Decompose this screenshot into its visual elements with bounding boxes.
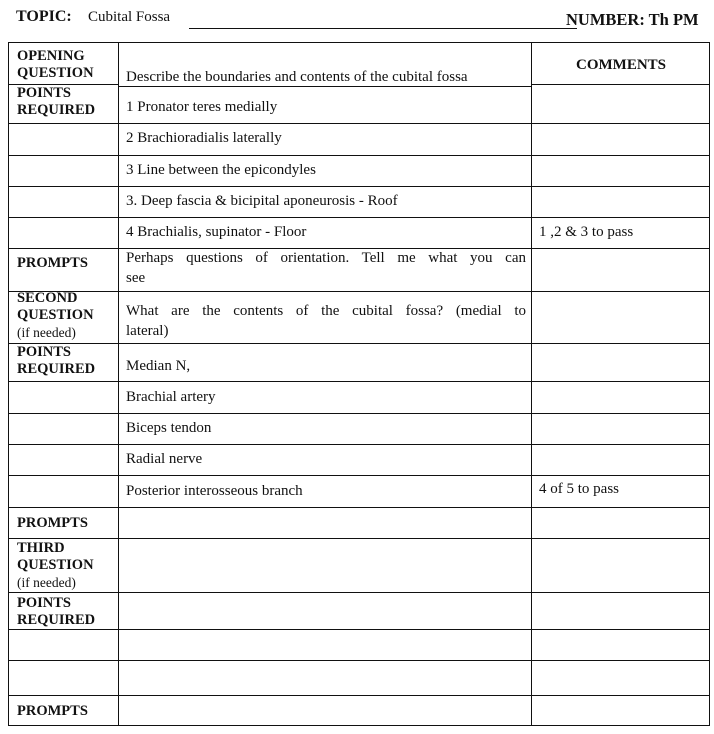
point-item: Brachial artery — [126, 389, 216, 405]
exam-question-table — [8, 42, 710, 726]
second-question-label — [17, 290, 94, 341]
row-divider — [9, 444, 709, 445]
prompts-label: PROMPTS — [17, 255, 88, 271]
opening-question-label — [17, 48, 94, 82]
prompts-text-line: see — [126, 270, 146, 286]
third-question-label — [17, 540, 94, 591]
row-divider — [9, 381, 709, 382]
row-divider — [9, 291, 709, 292]
row-divider — [9, 538, 709, 539]
point-item: Biceps tendon — [126, 420, 212, 436]
label-sub: (if needed) — [17, 325, 76, 340]
row-divider — [9, 413, 709, 414]
points-required-label — [17, 344, 95, 378]
label-line: POINTS — [17, 595, 71, 611]
label-line: REQUIRED — [17, 612, 96, 628]
label-line: QUESTION — [17, 557, 94, 573]
pass-comment: 4 of 5 to pass — [539, 481, 619, 497]
topic-label: TOPIC: — [16, 8, 72, 25]
topic-underline — [189, 28, 577, 29]
point-item: 1 Pronator teres medially — [126, 99, 278, 115]
row-divider — [9, 475, 709, 476]
row-divider — [9, 123, 709, 124]
column-divider — [118, 43, 119, 725]
pass-comment: 1 ,2 & 3 to pass — [539, 224, 634, 240]
points-required-label — [17, 85, 95, 119]
prompts-text — [126, 248, 526, 288]
row-divider — [9, 186, 709, 187]
column-divider — [531, 43, 532, 725]
label-line: QUESTION — [17, 307, 94, 323]
label-line: SECOND — [17, 290, 78, 306]
topic-value: Cubital Fossa — [88, 9, 171, 25]
row-divider — [9, 507, 709, 508]
point-item: Radial nerve — [126, 451, 203, 467]
row-divider — [9, 629, 709, 630]
point-item: Posterior interosseous branch — [126, 483, 303, 499]
row-divider — [9, 592, 709, 593]
point-item: 3. Deep fascia & bicipital aponeurosis - Roof — [126, 193, 398, 209]
row-divider — [9, 155, 709, 156]
row-divider — [531, 84, 709, 85]
comments-header: COMMENTS — [576, 57, 666, 73]
row-divider — [9, 660, 709, 661]
point-item: 4 Brachialis, supinator - Floor — [126, 224, 307, 240]
label-line: OPENING — [17, 48, 85, 64]
number-label: NUMBER: Th PM — [566, 10, 699, 29]
label-line: THIRD — [17, 540, 65, 556]
opening-question-text: Describe the boundaries and contents of the cubital fossa — [126, 69, 468, 85]
form-header — [16, 8, 714, 32]
point-item: 2 Brachioradialis laterally — [126, 130, 282, 146]
prompts-label: PROMPTS — [17, 515, 88, 531]
point-item: 3 Line between the epicondyles — [126, 162, 316, 178]
row-divider — [9, 217, 709, 218]
points-required-label — [17, 595, 95, 629]
second-question-text — [126, 301, 526, 341]
label-sub: (if needed) — [17, 575, 76, 590]
label-line: REQUIRED — [17, 102, 96, 118]
row-divider — [9, 343, 709, 344]
label-line: QUESTION — [17, 65, 94, 81]
question-text-line: lateral) — [126, 323, 169, 339]
prompts-label: PROMPTS — [17, 703, 88, 719]
point-item: Median N, — [126, 358, 191, 374]
label-line: REQUIRED — [17, 361, 96, 377]
label-line: POINTS — [17, 85, 71, 101]
row-divider — [9, 695, 709, 696]
label-line: POINTS — [17, 344, 71, 360]
prompts-text-line: Perhaps questions of orientation. Tell me what you can — [126, 250, 526, 266]
question-text-line: What are the contents of the cubital fossa? (medial to — [126, 303, 526, 319]
